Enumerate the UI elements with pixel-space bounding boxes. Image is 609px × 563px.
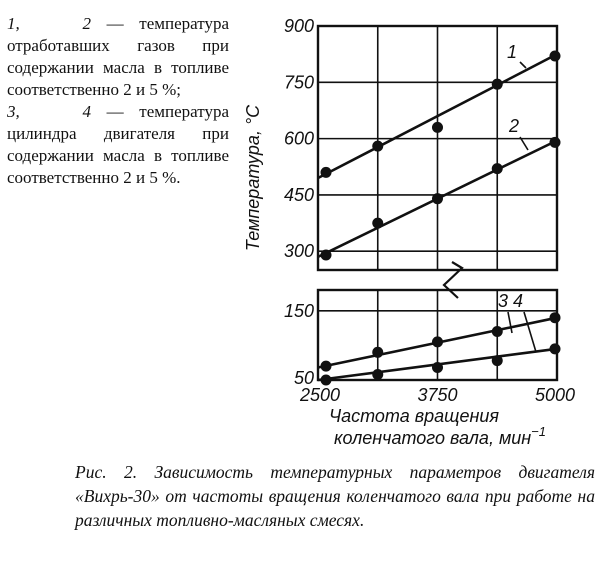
point-series-3-4 [550,312,561,323]
figure-caption: Рис. 2. Зависимость температурных параметров двигателя «Вихрь-30» от частоты вращения коленчатого вала при работе на различных топливно-масляных смесях. [75,462,595,530]
point-series-2-4 [550,137,561,148]
point-series-2-0 [321,249,332,260]
legend-num-1: 1, [7,14,20,33]
point-series-3-3 [492,326,503,337]
x-axis-label-line2 [334,424,546,448]
upper-y-tick-1: 750 [283,72,314,93]
upper-y-tick-labels [284,16,314,261]
point-series-4-0 [321,375,332,386]
legend-desc-1-2: — температура отработавших газов при содержании масла в топливе соответственно 2 и 5 %; [7,14,230,99]
curve-label-4: 4 [512,291,524,311]
upper-y-tick-0: 900 [283,16,314,36]
x-tick-2: 5000 [534,385,576,405]
point-series-3-0 [321,361,332,372]
curve-label-3: 3 [497,291,509,311]
point-series-4-2 [432,362,443,373]
point-series-2-1 [372,218,383,229]
point-series-2-2 [432,193,443,204]
y-axis-label: Температура, °C [243,104,263,252]
legend-num-2: 2 [82,14,91,33]
lower-y-tick-0: 150 [283,300,314,321]
point-series-1-1 [372,141,383,152]
curve-label-2: 2 [508,116,520,136]
curve-leader-3 [508,312,512,333]
upper-y-tick-3: 450 [283,184,314,205]
x-tick-0: 2500 [299,385,341,405]
legend-num-3: 3, [7,102,20,121]
point-series-3-2 [432,336,443,347]
x-axis-label-line1: Частота вращения [328,406,500,426]
point-series-4-3 [492,355,503,366]
point-series-3-1 [372,347,383,358]
point-series-1-2 [432,122,443,133]
legend-num-4: 4 [82,102,91,121]
legend-desc-3-4: — температура цилиндра двигателя при содержании масла в топливе соответственно 2 и 5 %. [7,102,230,187]
x-tick-labels [299,385,575,405]
axis-break-mark [444,262,462,298]
data-points [321,51,561,386]
point-series-2-3 [492,163,503,174]
lower-y-tick-labels [284,301,314,388]
curve-leader-4 [524,312,536,352]
point-series-1-4 [550,51,561,62]
x-tick-1: 3750 [417,385,458,405]
point-series-4-4 [550,343,561,354]
curve-label-1: 1 [506,42,518,62]
curve-leader-1 [520,62,526,68]
lower-y-tick-1: 50 [293,368,314,388]
x-axis-label-line2-text: коленчатого вала, мин [333,428,532,448]
point-series-1-0 [321,167,332,178]
axis-break-zigzag [444,262,462,298]
x-axis-label-superscript: −1 [531,424,547,439]
upper-y-tick-4: 300 [283,241,314,262]
curve-labels [498,42,536,352]
upper-y-tick-2: 600 [283,128,314,149]
point-series-1-3 [492,79,503,90]
point-series-4-1 [372,369,383,380]
